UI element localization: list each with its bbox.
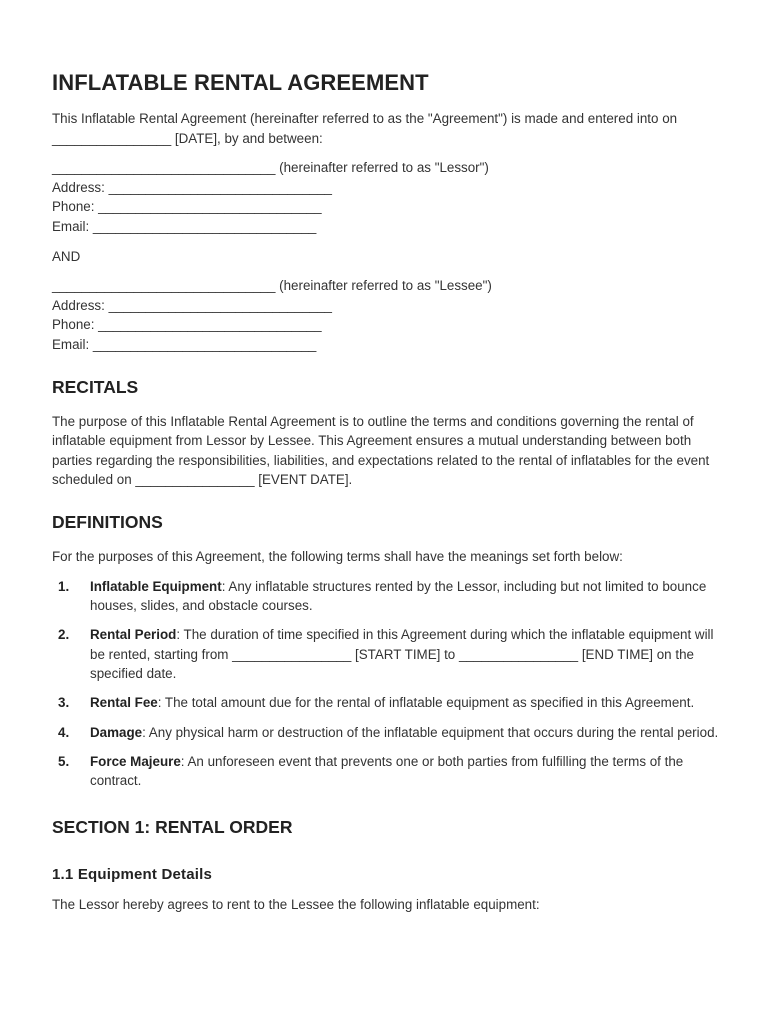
list-item-number: 4. — [58, 724, 70, 740]
definition-text: : Any inflatable structures rented by the Lessor, including but not limited to bounce houses, slides, and obstacle courses. — [90, 578, 707, 614]
and-separator: AND — [52, 248, 81, 264]
lessee-block — [52, 276, 722, 354]
definitions-heading: DEFINITIONS — [52, 511, 163, 532]
equipment-details-paragraph: The Lessor hereby agrees to rent to the Lessee the following inflatable equipment: — [52, 896, 540, 912]
list-item-number: 5. — [58, 753, 70, 769]
lessee-name-line: ______________________________ (hereinafter referred to as "Lessee") — [52, 278, 492, 294]
definition-text: : The duration of time specified in this Agreement during which the inflatable equipment will be rented, starting from ________________ [START TIME] to ________________ [END TIME] on the specified date. — [90, 627, 714, 682]
definition-term: Inflatable Equipment — [90, 578, 222, 594]
lessor-phone-line: Phone: ______________________________ — [52, 199, 322, 215]
recitals-heading: RECITALS — [52, 376, 139, 397]
definitions-intro: For the purposes of this Agreement, the following terms shall have the meanings set forth below: — [52, 548, 623, 564]
list-item-number: 2. — [58, 627, 70, 643]
lessee-phone-line: Phone: ______________________________ — [52, 317, 322, 333]
definition-term: Damage — [90, 724, 143, 740]
list-item — [52, 625, 722, 684]
document-page — [52, 70, 722, 914]
definition-text: : An unforeseen event that prevents one or both parties from fulfilling the terms of the contract. — [90, 753, 684, 789]
definition-term: Force Majeure — [90, 753, 181, 769]
lessee-email-line: Email: ______________________________ — [52, 336, 317, 352]
list-item — [52, 723, 722, 743]
lessee-address-line: Address: ______________________________ — [52, 297, 332, 313]
section1-heading: SECTION 1: RENTAL ORDER — [52, 816, 293, 837]
equipment-details-heading: 1.1 Equipment Details — [52, 865, 213, 883]
definition-term: Rental Fee — [90, 695, 158, 711]
definitions-list — [52, 577, 722, 791]
intro-paragraph: This Inflatable Rental Agreement (hereinafter referred to as the "Agreement") is made and entered into on ________________ [DATE], by and between: — [52, 111, 678, 146]
lessor-block — [52, 158, 722, 236]
definition-term: Rental Period — [90, 627, 177, 643]
lessor-email-line: Email: ______________________________ — [52, 218, 317, 234]
document-title: INFLATABLE RENTAL AGREEMENT — [52, 70, 429, 95]
definition-text: : Any physical harm or destruction of the inflatable equipment that occurs during the rental period. — [142, 724, 719, 740]
list-item-number: 1. — [58, 578, 70, 594]
definition-text: : The total amount due for the rental of inflatable equipment as specified in this Agreement. — [157, 695, 695, 711]
lessor-address-line: Address: ______________________________ — [52, 179, 332, 195]
lessor-name-line: ______________________________ (hereinafter referred to as "Lessor") — [52, 160, 489, 176]
list-item-number: 3. — [58, 695, 70, 711]
list-item — [52, 693, 722, 713]
list-item — [52, 752, 722, 791]
list-item — [52, 577, 722, 616]
recitals-paragraph: The purpose of this Inflatable Rental Agreement is to outline the terms and conditions governing the rental of inflatable equipment from Lessor by Lessee. This Agreement ensures a mutual understanding between both parties regarding the responsibilities, liabilities, and expectations related to the rental of inflatables for the event scheduled on ________________ [EVENT DATE]. — [52, 413, 710, 488]
